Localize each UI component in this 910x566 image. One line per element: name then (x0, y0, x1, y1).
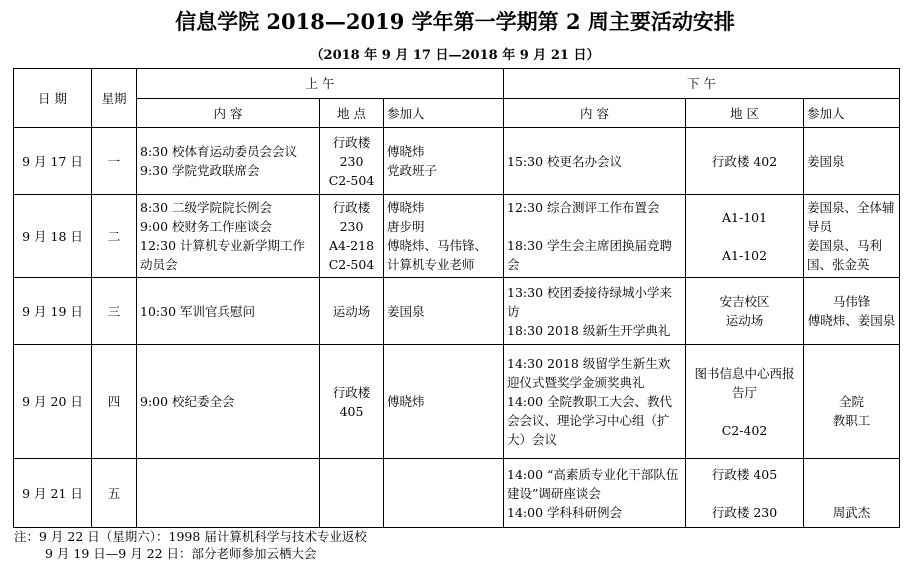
row-weekday: 三 (92, 278, 137, 345)
row-am-place (320, 459, 384, 528)
row-weekday: 二 (92, 195, 137, 278)
row-date: 9 月 21 日 (14, 459, 92, 528)
place-line: 运动场 (332, 303, 371, 319)
spacer (689, 402, 800, 421)
spacer (689, 484, 800, 503)
row-am-content (137, 128, 320, 195)
row-date: 9 月 17 日 (14, 128, 92, 195)
spacer (807, 484, 896, 503)
place-line: 行政楼 230 (711, 504, 778, 520)
row-am-content (137, 345, 320, 459)
header-afternoon: 下 午 (504, 69, 900, 99)
row-pm-content (504, 278, 686, 345)
row-am-people (384, 195, 504, 278)
place-line: 405 (339, 403, 364, 419)
header-content-am: 内 容 (137, 99, 320, 128)
row-pm-content (504, 459, 686, 528)
page-subtitle: （2018 年 9 月 17 日—2018 年 9 月 21 日） (310, 48, 600, 63)
row-weekday: 一 (92, 128, 137, 195)
activity-item: 13:30 校团委接待绿城小学来访 (507, 284, 673, 319)
row-am-people (384, 278, 504, 345)
activity-item: 14:00 学科科研例会 (507, 504, 623, 520)
footnote-line: 9 月 19 日—9 月 22 日：部分老师参加云栖大会 (45, 546, 317, 561)
people-line: 教职工 (832, 413, 871, 428)
people-line: 党政班子 (387, 163, 438, 178)
row-pm-people (804, 278, 900, 345)
activity-item: 9:30 学院党政联席会 (140, 163, 260, 178)
header-content-pm: 内 容 (504, 99, 686, 128)
row-pm-place (686, 345, 804, 459)
row-pm-people (804, 128, 900, 195)
row-am-place (320, 195, 384, 278)
activity-item: 14:00 全院教职工大会、教代会会议、理论学习中心组（扩大）会议 (507, 394, 673, 447)
row-am-place (320, 128, 384, 195)
table-row (14, 345, 900, 459)
header-people-am: 参加人 (384, 99, 504, 128)
header-place-am: 地 点 (320, 99, 384, 128)
activity-item: 9:00 校财务工作座谈会 (140, 219, 273, 234)
row-pm-content (504, 195, 686, 278)
table-row (14, 195, 900, 278)
spacer (807, 373, 896, 392)
row-weekday: 五 (92, 459, 137, 528)
place-line: 运动场 (725, 313, 764, 328)
footnotes (14, 528, 367, 562)
header-weekday: 星期 (92, 69, 137, 128)
spacer (807, 465, 896, 484)
place-line: 行政楼 (332, 384, 371, 400)
people-line: 全院 (839, 394, 865, 409)
people-line: 计算机专业老师 (387, 257, 475, 272)
header-place-pm: 地 区 (686, 99, 804, 128)
spacer (507, 217, 682, 236)
table-row (14, 459, 900, 528)
activity-item: 12:30 综合测评工作布置会 (507, 200, 660, 215)
place-line: C2-504 (328, 172, 375, 188)
people-line: 唐步明 (387, 219, 425, 234)
activity-item: 12:30 计算机专业新学期工作动员会 (140, 238, 305, 272)
place-line: A4-218 (328, 238, 375, 253)
header-people-pm: 参加人 (804, 99, 900, 128)
row-am-place (320, 345, 384, 459)
row-pm-place (686, 459, 804, 528)
people-line: 傅晓炜 (387, 200, 425, 215)
row-pm-people (804, 195, 900, 278)
row-am-content (137, 278, 320, 345)
activity-item: 8:30 二级学院院长例会 (140, 200, 273, 215)
place-line: A1-101 (722, 209, 768, 225)
people-line: 姜国泉、全体辅导员 (807, 200, 895, 234)
header-date: 日 期 (14, 69, 92, 128)
place-line: 行政楼 402 (711, 153, 778, 169)
row-am-content (137, 195, 320, 278)
place-line: C2-402 (721, 422, 768, 438)
row-am-place (320, 278, 384, 345)
activity-item: 14:00 “高素质专业化干部队伍建设”调研座谈会 (507, 466, 679, 501)
people-line: 马伟锋 (832, 294, 871, 309)
place-line: C2-504 (328, 257, 375, 272)
people-line: 姜国泉、马利国、张金英 (807, 238, 883, 272)
place-line: 230 (339, 153, 364, 169)
row-pm-place (686, 195, 804, 278)
place-line: 安吉校区 (719, 294, 770, 309)
activity-item: 18:30 2018 级新生开学典礼 (507, 322, 671, 338)
place-line: 行政楼 405 (711, 466, 778, 482)
activity-item: 8:30 校体育运动委员会会议 (140, 144, 298, 159)
table-row (14, 128, 900, 195)
row-am-people (384, 345, 504, 459)
place-line: 图书信息中心西报告厅 (694, 365, 795, 400)
table-row (14, 278, 900, 345)
place-line: A1-102 (722, 247, 768, 263)
row-pm-people (804, 345, 900, 459)
footnote-line: 注：9 月 22 日（星期六）：1998 届计算机科学与技术专业返校 (14, 529, 367, 544)
spacer (689, 227, 800, 246)
activity-item: 10:30 军训官兵慰问 (140, 303, 255, 319)
row-am-content (137, 459, 320, 528)
place-line: 行政楼 (332, 134, 371, 150)
row-date: 9 月 18 日 (14, 195, 92, 278)
schedule-table (13, 68, 900, 528)
row-pm-people (804, 459, 900, 528)
row-pm-place (686, 128, 804, 195)
people-line: 傅晓炜 (387, 394, 425, 409)
activity-item: 18:30 学生会主席团换届竞聘会 (507, 238, 673, 272)
people-line: 傅晓炜、姜国泉 (807, 313, 896, 328)
activity-item: 15:30 校更名办会议 (507, 153, 623, 169)
people-line: 姜国泉 (807, 153, 845, 169)
activity-item: 14:30 2018 级留学生新生欢迎仪式暨奖学金颁奖典礼 (507, 356, 671, 390)
people-line: 姜国泉 (387, 303, 425, 319)
row-pm-content (504, 345, 686, 459)
activity-item: 9:00 校纪委全会 (140, 394, 235, 409)
page-title: 信息学院 2018—2019 学年第一学期第 2 周主要活动安排 (175, 9, 735, 34)
row-weekday: 四 (92, 345, 137, 459)
row-date: 9 月 19 日 (14, 278, 92, 345)
people-line: 周武杰 (832, 504, 871, 520)
header-morning: 上 午 (137, 69, 504, 99)
people-line: 傅晓炜 (387, 144, 425, 159)
row-pm-content (504, 128, 686, 195)
row-pm-place (686, 278, 804, 345)
place-line: 230 (339, 219, 364, 234)
row-am-people (384, 128, 504, 195)
row-am-people (384, 459, 504, 528)
place-line: 行政楼 (332, 200, 371, 215)
row-date: 9 月 20 日 (14, 345, 92, 459)
people-line: 傅晓炜、马伟锋、 (387, 238, 488, 253)
